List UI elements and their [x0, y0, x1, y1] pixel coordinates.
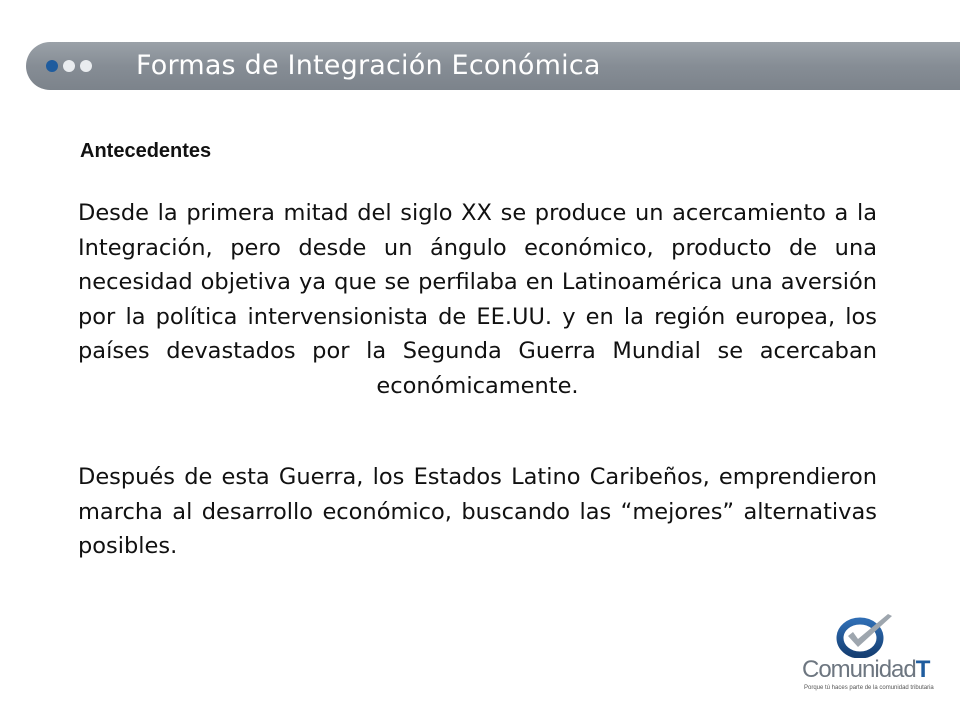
dot-icon	[80, 60, 92, 72]
logo-name-main: Comunidad	[802, 656, 916, 683]
body-paragraph-2: Después de esta Guerra, los Estados Latino Caribeños, emprendieron marcha al desarrollo económico, buscando las “mejores” alternativas posibles.	[78, 464, 877, 559]
title-dots	[46, 60, 92, 72]
dot-icon-active	[46, 60, 58, 72]
comunidadt-logo	[800, 612, 942, 700]
logo-wordmark	[802, 656, 929, 684]
slide-title: Formas de Integración Económica	[136, 50, 601, 81]
logo-name-accent: T	[915, 656, 930, 683]
body-paragraph-1: Desde la primera mitad del siglo XX se produce un acercamiento a la Integración, pero desde un ángulo económico, producto de una necesidad objetiva ya que se perfilaba en Latinoamérica una aversión por la política intervensionista de EE.UU. y en la región europea, los países devastados por la Segunda Guerra Mundial se acercaban económicamente.	[78, 200, 877, 399]
checkmark-circle-icon	[834, 612, 896, 658]
section-heading: Antecedentes	[80, 140, 212, 162]
dot-icon	[63, 60, 75, 72]
logo-tagline: Porque tú haces parte de la comunidad tributaria	[804, 685, 934, 691]
